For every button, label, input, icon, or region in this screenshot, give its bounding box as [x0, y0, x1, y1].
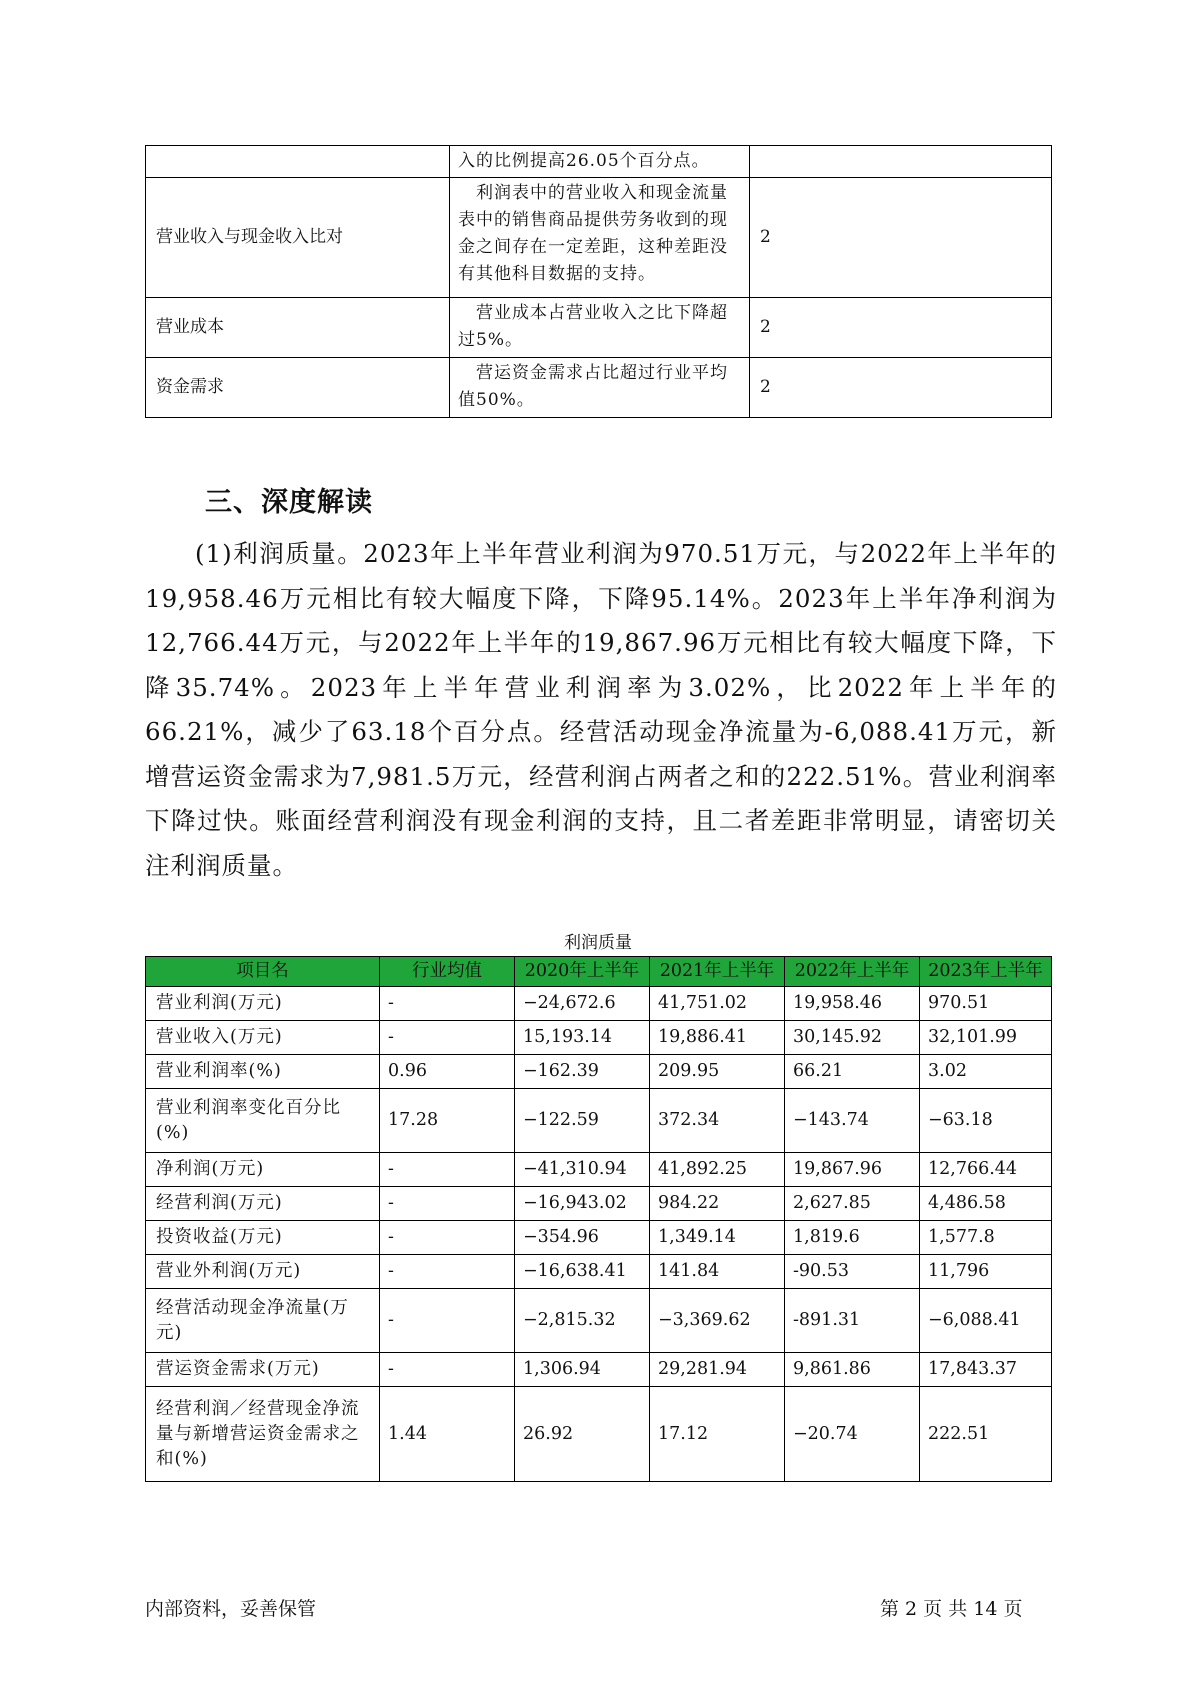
row-label-cell: 营业外利润(万元) — [146, 1255, 380, 1289]
value-cell: 4,486.58 — [920, 1187, 1052, 1221]
table-row — [146, 1055, 1052, 1089]
value-cell: - — [380, 1353, 515, 1387]
section-title: 三、深度解读 — [205, 487, 373, 518]
value-cell: -90.53 — [785, 1255, 920, 1289]
row-label-cell: 经营利润(万元) — [146, 1187, 380, 1221]
risk-score-cell — [750, 146, 1052, 178]
table-row — [146, 1221, 1052, 1255]
table-row — [146, 178, 1052, 298]
value-cell: 32,101.99 — [920, 1021, 1052, 1055]
value-cell: 1,349.14 — [650, 1221, 785, 1255]
value-cell: -891.31 — [785, 1289, 920, 1353]
value-cell: 209.95 — [650, 1055, 785, 1089]
risk-item-cell: 营业收入与现金收入比对 — [146, 178, 450, 298]
value-cell: −6,088.41 — [920, 1289, 1052, 1353]
value-cell: −2,815.32 — [515, 1289, 650, 1353]
value-cell: - — [380, 1255, 515, 1289]
value-cell: 17.28 — [380, 1089, 515, 1153]
value-cell: - — [380, 1187, 515, 1221]
risk-score-cell: 2 — [750, 298, 1052, 358]
profit-quality-paragraph: (1)利润质量。2023年上半年营业利润为970.51万元，与2022年上半年的19,958.46万元相比有较大幅度下降，下降95.14%。2023年上半年净利润为12,766.44万元，与2022年上半年的19,867.96万元相比有较大幅度下降，下降35.74%。2023年上半年营业利润率为3.02%，比2022年上半年的66.21%，减少了63.18个百分点。经营活动现金净流量为-6,088.41万元，新增营运资金需求为7,981.5万元，经营利润占两者之和的222.51%。营业利润率下降过快。账面经营利润没有现金利润的支持，且二者差距非常明显，请密切关注利润质量。 — [145, 539, 1057, 880]
row-label-cell: 营业利润(万元) — [146, 987, 380, 1021]
risk-item-cell: 资金需求 — [146, 358, 450, 418]
row-label-cell: 净利润(万元) — [146, 1153, 380, 1187]
value-cell: −16,943.02 — [515, 1187, 650, 1221]
value-cell: 26.92 — [515, 1387, 650, 1482]
table-row — [146, 1021, 1052, 1055]
value-cell: 41,751.02 — [650, 987, 785, 1021]
value-cell: −24,672.6 — [515, 987, 650, 1021]
table-row — [146, 1255, 1052, 1289]
value-cell: 1,306.94 — [515, 1353, 650, 1387]
value-cell: −3,369.62 — [650, 1289, 785, 1353]
table-row — [146, 1353, 1052, 1387]
risk-score-cell: 2 — [750, 178, 1052, 298]
value-cell: 66.21 — [785, 1055, 920, 1089]
value-cell: 222.51 — [920, 1387, 1052, 1482]
row-label-cell: 营运资金需求(万元) — [146, 1353, 380, 1387]
value-cell: −41,310.94 — [515, 1153, 650, 1187]
row-label-cell: 经营活动现金净流量(万元) — [146, 1289, 380, 1353]
value-cell: 19,867.96 — [785, 1153, 920, 1187]
value-cell: −162.39 — [515, 1055, 650, 1089]
table-row — [146, 146, 1052, 178]
table-row — [146, 298, 1052, 358]
value-cell: 12,766.44 — [920, 1153, 1052, 1187]
row-label-cell: 投资收益(万元) — [146, 1221, 380, 1255]
value-cell: −354.96 — [515, 1221, 650, 1255]
value-cell: −63.18 — [920, 1089, 1052, 1153]
risk-desc-cell: 入的比例提高26.05个百分点。 — [450, 146, 750, 178]
risk-item-cell: 营业成本 — [146, 298, 450, 358]
risk-desc-cell: 利润表中的营业收入和现金流量表中的销售商品提供劳务收到的现金之间存在一定差距，这种差距没有其他科目数据的支持。 — [450, 178, 750, 298]
column-header: 2021年上半年 — [650, 957, 785, 987]
value-cell: −143.74 — [785, 1089, 920, 1153]
value-cell: - — [380, 1289, 515, 1353]
value-cell: 0.96 — [380, 1055, 515, 1089]
column-header: 项目名 — [146, 957, 380, 987]
value-cell: 11,796 — [920, 1255, 1052, 1289]
value-cell: 1,577.8 — [920, 1221, 1052, 1255]
footer-page-number: 第 2 页 共 14 页 — [880, 1598, 1023, 1620]
table-caption: 利润质量 — [564, 933, 632, 953]
value-cell: 141.84 — [650, 1255, 785, 1289]
table-row — [146, 1289, 1052, 1353]
risk-item-cell — [146, 146, 450, 178]
row-label-cell: 营业利润率(%) — [146, 1055, 380, 1089]
column-header: 行业均值 — [380, 957, 515, 987]
value-cell: 3.02 — [920, 1055, 1052, 1089]
risk-score-cell: 2 — [750, 358, 1052, 418]
risk-desc-cell: 营业成本占营业收入之比下降超过5%。 — [450, 298, 750, 358]
table-row — [146, 1187, 1052, 1221]
row-label-cell: 经营利润／经营现金净流量与新增营运资金需求之和(%) — [146, 1387, 380, 1482]
table-row — [146, 1153, 1052, 1187]
value-cell: 2,627.85 — [785, 1187, 920, 1221]
value-cell: 30,145.92 — [785, 1021, 920, 1055]
table-row — [146, 987, 1052, 1021]
column-header: 2023年上半年 — [920, 957, 1052, 987]
value-cell: - — [380, 1153, 515, 1187]
column-header: 2022年上半年 — [785, 957, 920, 987]
risk-score-table — [145, 145, 1052, 418]
row-label-cell: 营业利润率变化百分比(%) — [146, 1089, 380, 1153]
value-cell: −122.59 — [515, 1089, 650, 1153]
value-cell: 1.44 — [380, 1387, 515, 1482]
value-cell: 17.12 — [650, 1387, 785, 1482]
value-cell: 984.22 — [650, 1187, 785, 1221]
value-cell: 19,886.41 — [650, 1021, 785, 1055]
value-cell: - — [380, 1021, 515, 1055]
value-cell: 19,958.46 — [785, 987, 920, 1021]
value-cell: 970.51 — [920, 987, 1052, 1021]
footer-confidential: 内部资料，妥善保管 — [145, 1598, 317, 1620]
risk-desc-cell: 营运资金需求占比超过行业平均值50%。 — [450, 358, 750, 418]
value-cell: 29,281.94 — [650, 1353, 785, 1387]
column-header: 2020年上半年 — [515, 957, 650, 987]
profit-quality-table — [145, 956, 1052, 1482]
value-cell: 1,819.6 — [785, 1221, 920, 1255]
value-cell: - — [380, 987, 515, 1021]
value-cell: 17,843.37 — [920, 1353, 1052, 1387]
table-row — [146, 1387, 1052, 1482]
value-cell: 9,861.86 — [785, 1353, 920, 1387]
value-cell: −16,638.41 — [515, 1255, 650, 1289]
value-cell: 41,892.25 — [650, 1153, 785, 1187]
value-cell: 15,193.14 — [515, 1021, 650, 1055]
value-cell: - — [380, 1221, 515, 1255]
row-label-cell: 营业收入(万元) — [146, 1021, 380, 1055]
table-row — [146, 1089, 1052, 1153]
value-cell: −20.74 — [785, 1387, 920, 1482]
table-row — [146, 358, 1052, 418]
value-cell: 372.34 — [650, 1089, 785, 1153]
